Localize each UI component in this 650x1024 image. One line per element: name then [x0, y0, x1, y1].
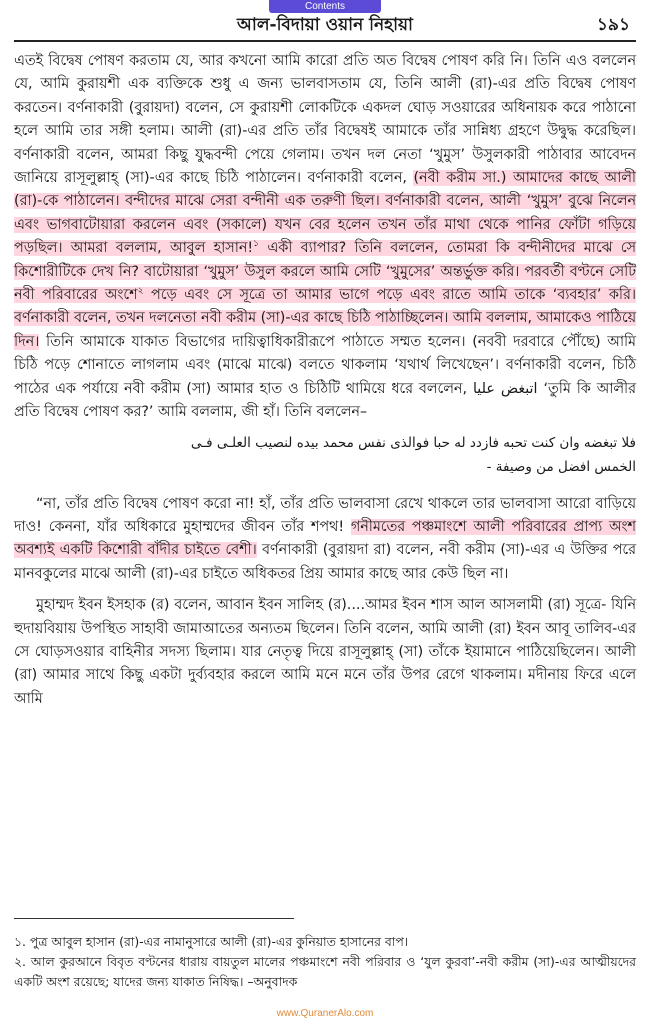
highlight-1 [14, 170, 636, 350]
paragraph-1-text: এতই বিদ্বেষ পোষণ করতাম যে, আর কখনো আমি কারো প্রতি অত বিদ্বেষ পোষণ করি নি। তিনি এও বললেন যে, আমি কুরায়শী এক ব্যক্তিকে শুধু এ জন্য ভালবাসতাম যে, তিনি আলী (রা)-এর প্রতি বিদ্বেষ পোষণ করতেন। বর্ণনাকারী (বুরায়দা) বলেন, সে কুরায়শী লোকটিকে একদল ঘোড় সওয়ারের অধিনায়ক করে পাঠানো হলে আমি তার সঙ্গী হলাম। আলী (রা)-এর প্রতি তাঁর বিদ্বেষই আমাকে তাঁর সান্নিধ্য গ্রহণে উদ্বুদ্ধ করেছিল। বর্ণনাকারী বলেন, আমরা কিছু যুদ্ধবন্দী পেয়ে গেলাম। তখন দল নেতা ‘খুমুস’ উসুলকারী পাঠাবার আবেদন জানিয়ে রাসূলুল্লাহ্ (সা)-এর কাছে চিঠি পাঠালেন। বর্ণনাকারী বলেন, [14, 53, 636, 187]
highlight-1-text: (নবী করীম সা.) আমাদের কাছে আলী (রা)-কে পাঠালেন। বন্দীদের মাঝে সেরা বন্দীনী এক তরুণী ছিল। বর্ণনাকারী বলেন, আলী ‘খুমুস’ বুঝে নিলেন এবং ভাগবাটোয়ারা করলেন এবং (সকালে) যখন বের হলেন তখন তাঁর মাথা থেকে পানির ফোঁটা গড়িয়ে পড়ছিল। আমরা বললাম, আবুল হাসান! [14, 170, 636, 257]
footnote-2 [14, 952, 636, 992]
arabic-quote-line-2: الخمس افضل من وصيفة - [486, 458, 636, 475]
footnote-1-text: ১. পুত্র আবুল হাসান (রা)-এর নামানুসারে আলী (রা)-এর কুনিয়াত হাসানের বাপ। [14, 934, 409, 949]
paragraph-2-text-end: বর্ণনাকারী (বুরায়দা রা) বলেন, নবী করীম (সা)-এর এ উক্তির পরে মানবকুলের মাঝে আলী (রা)-এর চাইতে অধিকতর প্রিয় আমার কাছে আর কেউ ছিল না। [14, 542, 637, 582]
arabic-quote-line-1: فلا تبغضه وان كنت تحبه فازدد له حبا فوالذى نفس محمد بيده لنصيب العلـى فـى [190, 434, 636, 451]
highlight-1-text-cont: একী ব্যাপার? তিনি বললেন, তোমরা কি বন্দীনীদের মাঝে সে কিশোরীটিকে দেখ নি? বাটোয়ারা ‘খুমুস’ উসুল করলে আমি সেটি ‘খুমুসের’ অন্তর্ভুক্ত করি। পরবর্তী বণ্টনে সেটি নবী পরিবারের অংশে [14, 240, 636, 304]
paragraph-1-text-cont: তিনি আমাকে যাকাত বিভাগের দায়িত্বাধিকারীরূপে পাঠাতে সম্মত হলেন। (নববী দরবারে পৌঁছে) আমি চিঠি পড়ে শোনাতে লাগলাম এবং (মাঝে মাঝে) বলতে থাকলাম ‘যথার্থ লিখেছেন’। বর্ণনাকারী বলেন, চিঠি পাঠের এক পর্যায়ে নবী করীম (সা) আমার হাত ও চিঠিটি থামিয়ে ধরে বললেন, [14, 333, 636, 397]
paragraph-1 [14, 50, 636, 425]
paragraph-2 [14, 493, 636, 587]
paragraph-1-text-end: ‘তুমি কি আলীর প্রতি বিদ্বেষ পোষণ কর?’ আমি বললাম, জী হাঁ। তিনি বললেন– [14, 380, 637, 421]
page-title: আল-বিদায়া ওয়ান নিহায়া [237, 15, 413, 35]
paragraph-3: মুহাম্মদ ইবন ইসহাক (র) বলেন, আবান ইবন সালিহ (র)....আমর ইবন শাস আল আসলামী (রা) সূত্রে- যিনি হুদায়বিয়ায় উপস্থিত সাহাবী জামাআতের অন্যতম ছিলেন। তিনি বলেন, আমি আলী (রা) ইবন আবূ তালিব-এর সে ঘোড়সওয়ার বাহিনীর সদস্য ছিলাম। যার নেতৃত্ব দিয়ে রাসূলুল্লাহ্ (সা) তাঁকে ইয়ামানে পাঠিয়েছিলেন। আলী (রা) আমার সাথে কিছু একটা দুর্ব্যবহার করলে আমি মনে মনে তাঁর উপর রেগে থাকলাম। মদীনায় ফিরে এলে আমি [14, 597, 636, 707]
header-divider [14, 40, 636, 42]
arabic-inline-phrase: اتبغض عليا [472, 380, 538, 397]
page-header [0, 8, 650, 38]
footnote-2-text: ২. আল কুরআনে বিবৃত বণ্টনের ধারায় বায়তুল মালের পঞ্চমাংশে নবী পরিবার ও ‘যুল কুরবা’-নবী করীম (সা)-এর আত্মীয়দের একটি অংশ রয়েছে; যাদের জন্য যাকাত নিষিদ্ধ। –অনুবাদক [14, 954, 636, 989]
page-body [14, 50, 636, 711]
site-watermark: www.QuranerAlo.com [276, 1008, 374, 1019]
footnote-ref-2[interactable]: ২ [137, 286, 144, 297]
highlight-2: গনীমতের পঞ্চমাংশে আলী পরিবারের প্রাপ্য অংশ অবশ্যই একটি কিশোরী বাঁদীর চাইতে বেশী। [14, 518, 636, 559]
footnote-1 [14, 932, 636, 952]
page-number: ১৯১ [596, 15, 630, 35]
contents-button[interactable]: Contents [269, 0, 381, 13]
footnote-divider [14, 918, 294, 919]
footnotes [14, 932, 636, 992]
paragraph-2-text: “না, তাঁর প্রতি বিদ্বেষ পোষণ করো না! হাঁ, তাঁর প্রতি ভালবাসা রেখে থাকলে তার ভালবাসা আরো বাড়িয়ে দাও! কেননা, যাঁর অধিকারে মুহাম্মদের জীবন তাঁর শপথ! [14, 495, 636, 535]
highlight-1-text-end: পড়ে এবং সে সূত্রে তা আমার ভাগে পড়ে এবং রাতে আমি তাকে ‘ব্যবহার’ করি। বর্ণনাকারী বলেন, তখন দলনেতা নবী করীম (সা)-এর কাছে চিঠি পাঠাচ্ছিলেন। আমি বললাম, আমাকেও পাঠিয়ে দিন। [14, 287, 636, 350]
footnote-ref-1[interactable]: ১ [253, 239, 259, 250]
